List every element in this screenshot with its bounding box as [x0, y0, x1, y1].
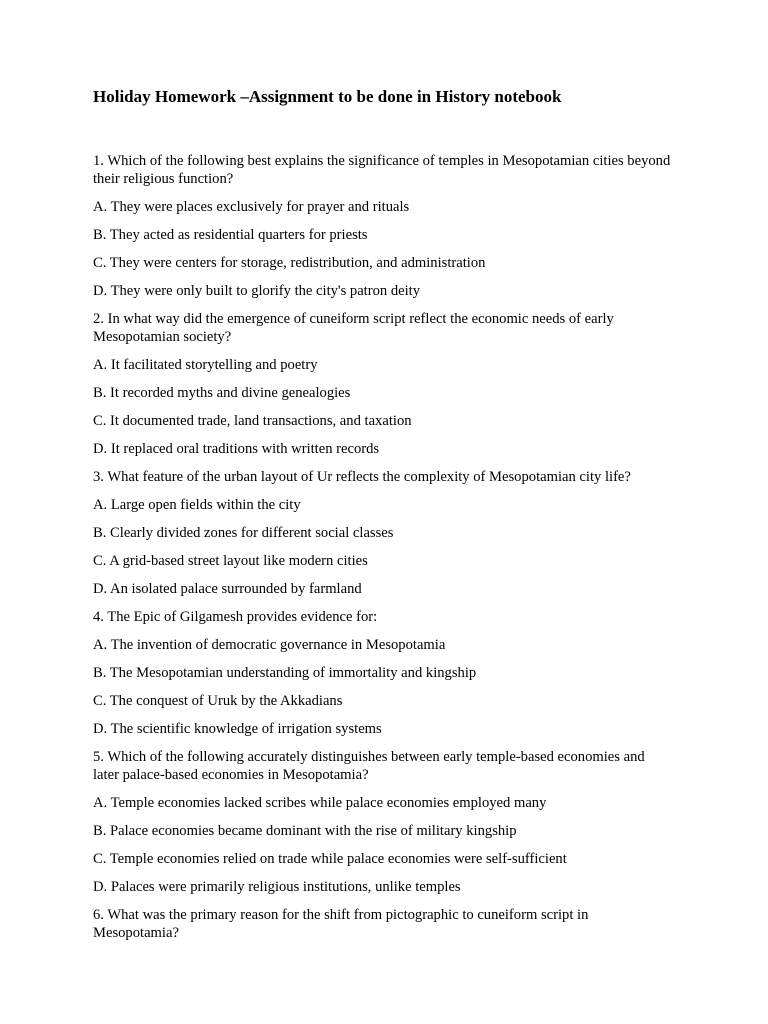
page-title: Holiday Homework –Assignment to be done in History notebook — [93, 87, 562, 106]
q3-option-d: D. An isolated palace surrounded by farmland — [93, 581, 362, 597]
q5-option-b: B. Palace economies became dominant with the rise of military kingship — [93, 823, 517, 839]
question-2: 2. In what way did the emergence of cuneiform script reflect the economic needs of early Mesopotamian society? — [93, 311, 614, 345]
question-4: 4. The Epic of Gilgamesh provides evidence for: — [93, 609, 378, 625]
q5-option-d: D. Palaces were primarily religious institutions, unlike temples — [93, 879, 461, 895]
q2-option-a: A. It facilitated storytelling and poetry — [93, 357, 318, 373]
question-5: 5. Which of the following accurately distinguishes between early temple-based economies and later palace-based economies in Mesopotamia? — [93, 749, 645, 783]
q1-option-d: D. They were only built to glorify the city's patron deity — [93, 283, 421, 299]
q2-option-c: C. It documented trade, land transactions, and taxation — [93, 413, 412, 429]
q3-option-c: C. A grid-based street layout like modern cities — [93, 553, 368, 569]
q4-option-b: B. The Mesopotamian understanding of immortality and kingship — [93, 665, 477, 681]
question-3: 3. What feature of the urban layout of Ur reflects the complexity of Mesopotamian city life? — [93, 469, 631, 485]
question-1: 1. Which of the following best explains the significance of temples in Mesopotamian cities beyond their religious function? — [93, 153, 671, 187]
q1-option-c: C. They were centers for storage, redistribution, and administration — [93, 255, 486, 271]
q3-option-b: B. Clearly divided zones for different social classes — [93, 525, 394, 541]
q2-option-d: D. It replaced oral traditions with written records — [93, 441, 380, 457]
q3-option-a: A. Large open fields within the city — [93, 497, 301, 513]
q4-option-c: C. The conquest of Uruk by the Akkadians — [93, 693, 343, 709]
question-6: 6. What was the primary reason for the shift from pictographic to cuneiform script in Mesopotamia? — [93, 907, 589, 941]
q1-option-b: B. They acted as residential quarters for priests — [93, 227, 368, 243]
q5-option-a: A. Temple economies lacked scribes while palace economies employed many — [93, 795, 547, 811]
q5-option-c: C. Temple economies relied on trade while palace economies were self-sufficient — [93, 851, 567, 867]
q1-option-a: A. They were places exclusively for prayer and rituals — [93, 199, 410, 215]
q2-option-b: B. It recorded myths and divine genealogies — [93, 385, 351, 401]
q4-option-d: D. The scientific knowledge of irrigation systems — [93, 721, 382, 737]
q4-option-a: A. The invention of democratic governance in Mesopotamia — [93, 637, 446, 653]
